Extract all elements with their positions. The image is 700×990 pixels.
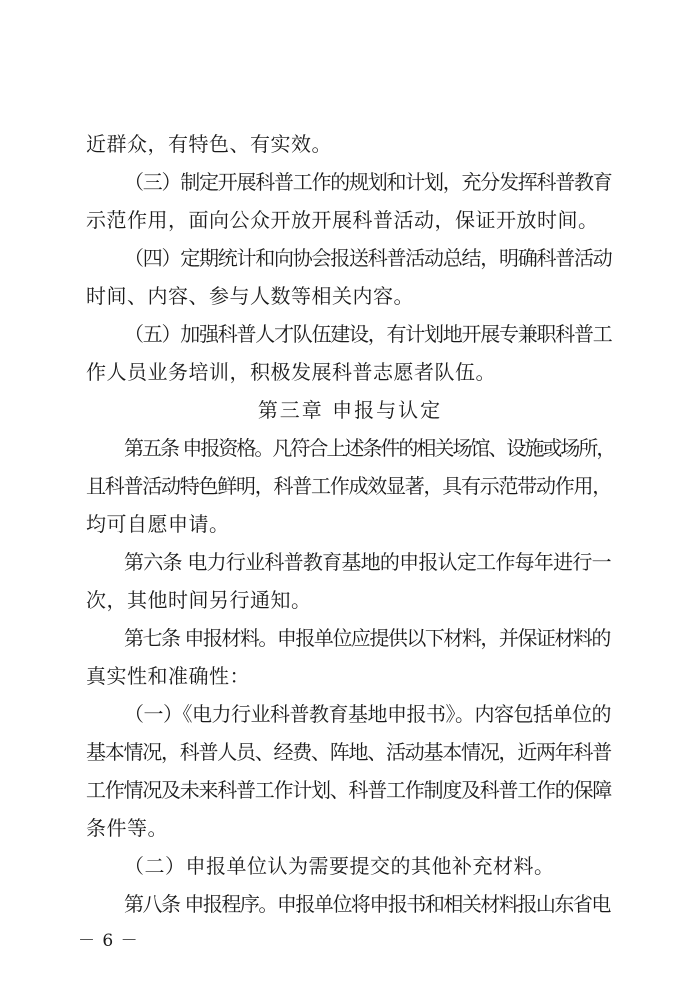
page-number: － 6 －: [78, 931, 139, 951]
text-line-12: 第六条 电力行业科普教育基地的申报认定工作每年进行一: [124, 550, 611, 574]
text-line-18: 工作情况及未来科普工作计划、科普工作制度及科普工作的保障: [86, 778, 611, 802]
text-line-17: 基本情况，科普人员、经费、阵地、活动基本情况，近两年科普: [86, 740, 611, 764]
text-line-14: 第七条 申报材料。申报单位应提供以下材料，并保证材料的: [124, 626, 610, 650]
text-line-1: 近群众，有特色、有实效。: [86, 132, 332, 156]
text-line-13: 次，其他时间另行通知。: [86, 588, 312, 612]
chapter-heading: 第三章 申报与认定: [257, 398, 443, 422]
text-line-9: 第五条 申报资格。凡符合上述条件的相关场馆、设施或场所，: [124, 436, 615, 460]
text-line-11: 均可自愿申请。: [86, 512, 230, 536]
text-line-10: 且科普活动特色鲜明，科普工作成效显著，具有示范带动作用，: [86, 474, 611, 498]
text-line-19: 条件等。: [86, 816, 168, 840]
text-line-20: （二）申报单位认为需要提交的其他补充材料。: [124, 854, 555, 878]
text-line-5: 时间、内容、参与人数等相关内容。: [86, 284, 414, 308]
text-line-7: 作人员业务培训，积极发展科普志愿者队伍。: [86, 360, 496, 384]
text-line-2: （三）制定开展科普工作的规划和计划，充分发挥科普教育: [124, 170, 612, 194]
text-line-6: （五）加强科普人才队伍建设，有计划地开展专兼职科普工: [124, 322, 612, 346]
text-line-15: 真实性和准确性：: [86, 664, 250, 688]
text-line-16: （一）《电力行业科普教育基地申报书》。内容包括单位的: [124, 702, 611, 726]
text-line-3: 示范作用，面向公众开放开展科普活动，保证开放时间。: [86, 208, 599, 232]
text-line-21: 第八条 申报程序。申报单位将申报书和相关材料报山东省电: [124, 892, 610, 916]
text-line-4: （四）定期统计和向协会报送科普活动总结，明确科普活动: [124, 246, 612, 270]
